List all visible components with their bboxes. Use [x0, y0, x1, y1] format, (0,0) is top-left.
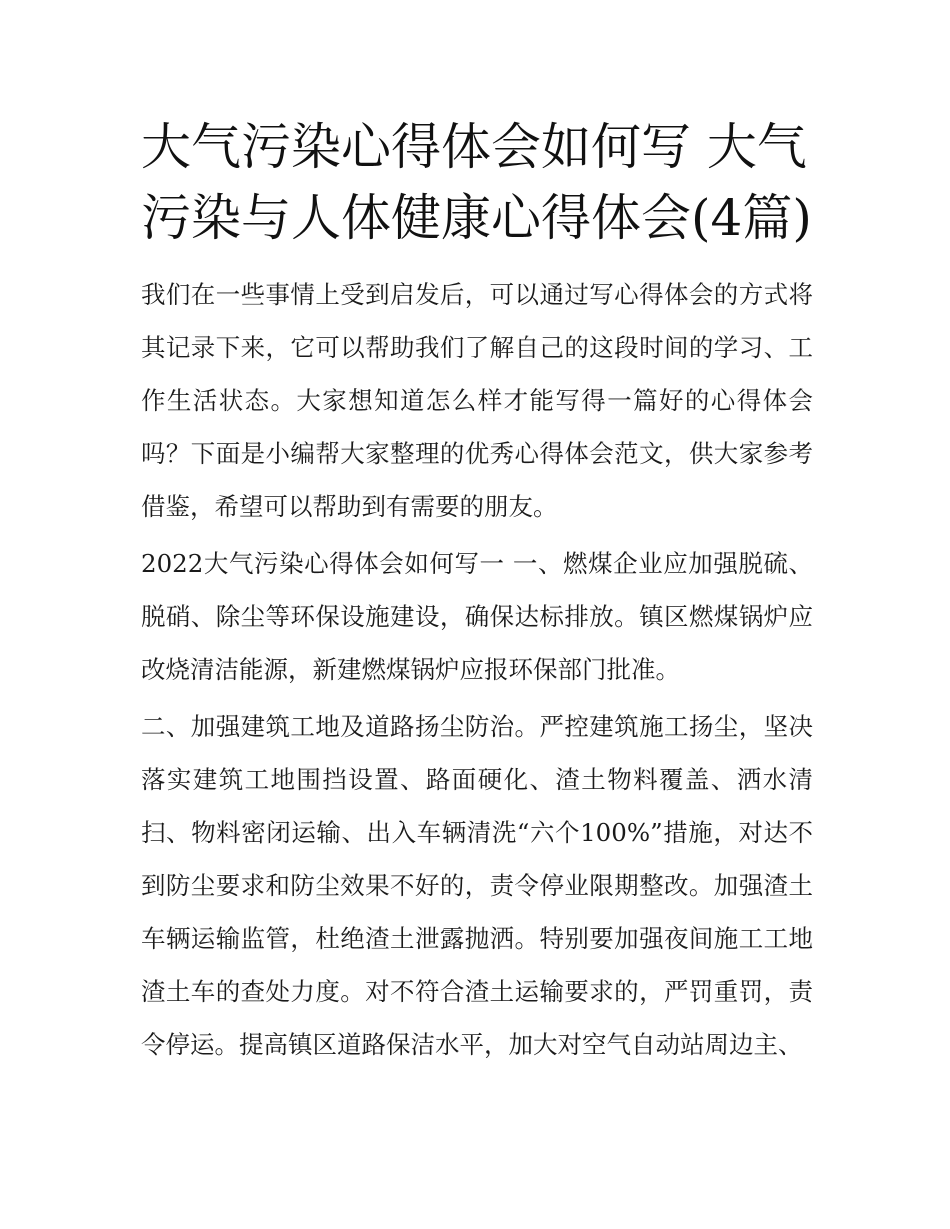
document-title: 大气污染心得体会如何写 大气污染与人体健康心得体会(4篇) — [141, 118, 812, 247]
intro-paragraph: 我们在一些事情上受到启发后，可以通过写心得体会的方式将其记录下来，它可以帮助我们了解自己的这段时间的学习、工作生活状态。大家想知道怎么样才能写得一篇好的心得体会吗？下面是小编帮大家整理的优秀心得体会范文，供大家参考借鉴，希望可以帮助到有需要的朋友。 — [141, 280, 813, 521]
section-one-paragraph: 2022大气污染心得体会如何写一 一、燃煤企业应加强脱硫、脱硝、除尘等环保设施建设，确保达标排放。镇区燃煤锅炉应改烧清洁能源，新建燃煤锅炉应报环保部门批准。 — [141, 549, 813, 684]
document-body — [141, 112, 813, 1075]
section-two-paragraph: 二、加强建筑工地及道路扬尘防治。严控建筑施工扬尘，坚决落实建筑工地围挡设置、路面硬化、渣土物料覆盖、洒水清扫、物料密闭运输、出入车辆清洗“六个100%”措施，对达不到防尘要求和防尘效果不好的，责令停业限期整改。加强渣土车辆运输监管，杜绝渣土泄露抛洒。特别要加强夜间施工工地渣土车的查处力度。对不符合渣土运输要求的，严罚重罚，责令停运。提高镇区道路保洁水平，加大对空气自动站周边主、 — [141, 712, 813, 1059]
